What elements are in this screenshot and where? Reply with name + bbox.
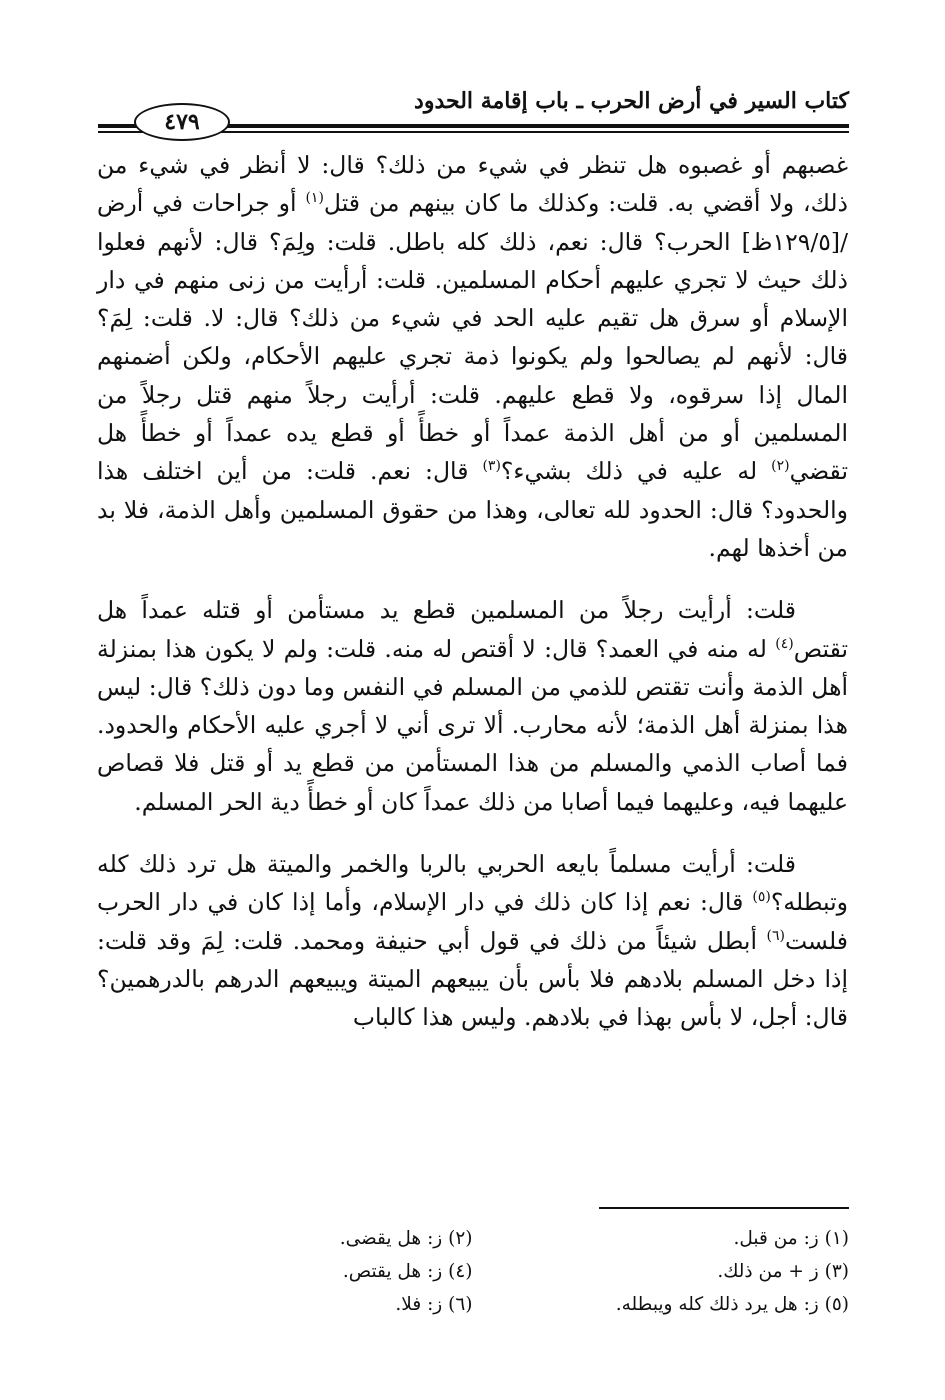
footnote-ref: (٥) [752, 889, 771, 906]
footnote-ref: (٣) [482, 458, 501, 475]
page-number-badge [134, 103, 230, 141]
footnote-ref: (٢) [771, 458, 790, 475]
footnote-ref: (١) [305, 190, 324, 207]
text-run: قلت: أرأيت مسلماً بايعه الحربي بالربا والخمر والميتة هل ترد ذلك كله وتبطله؟ [97, 850, 848, 917]
footnote-6: (٦) ز: فلا. [395, 1294, 473, 1315]
text-run: قال: نعم. قلت: من أين اختلف هذا والحدود؟ قال: الحدود لله تعالى، وهذا من حقوق المسلمين وأهل الذمة، فلا بد من أخذها لهم. [97, 457, 848, 562]
running-title: كتاب السير في أرض الحرب ـ باب إقامة الحدود [414, 88, 849, 114]
footnote-4: (٤) ز: هل يقتص. [342, 1261, 473, 1282]
text-run: قلت: أرأيت رجلاً من المسلمين قطع يد مستأمن أو قتله عمداً هل تقتص [97, 596, 848, 663]
page-number: ٤٧٩ [164, 109, 200, 135]
main-text [97, 146, 848, 1061]
text-run: قال: نعم إذا كان ذلك في دار الإسلام، وأما إذا كان في دار الحرب فلست [97, 888, 848, 955]
text-run: له عليه في ذلك بشيء؟ [500, 457, 772, 486]
footnote-2: (٢) ز: هل يقضى. [339, 1228, 473, 1249]
text-run: له منه في العمد؟ قال: لا أقتص له منه. قلت: ولم لا يكون هذا بمنزلة أهل الذمة وأنت تقتص للذمي من المسلم في النفس وما دون ذلك؟ قال: ليس هذا بمنزلة أهل الذمة؛ لأنه محارب. ألا ترى أني لا أجري عليه الأحكام والحدود. فما أصاب الذمي والمسلم من هذا المستأمن من قطع يد أو قتل فلا قصاص عليهما فيه، وعليهما فيما أصابا من ذلك عمداً كان أو خطأً دية الحر المسلم. [97, 634, 848, 816]
footnote-5: (٥) ز: هل يرد ذلك كله ويبطله. [615, 1294, 849, 1315]
paragraph-1 [97, 146, 848, 567]
paragraph-3 [97, 845, 848, 1036]
text-run: غصبهم أو غصبوه هل تنظر في شيء من ذلك؟ قال: لا أنظر في شيء من ذلك، ولا أقضي به. قلت: وكذلك ما كان بينهم من قتل [97, 151, 849, 218]
footnote-separator [599, 1207, 849, 1209]
footnote-1: (١) ز: من قبل. [733, 1228, 849, 1249]
paragraph-2 [97, 591, 848, 821]
footnote-3: (٣) ز + من ذلك. [717, 1261, 849, 1282]
footnotes [96, 1222, 849, 1321]
text-run: أو جراحات في أرض /[١٢٩/٥ظ] الحرب؟ قال: نعم، ذلك كله باطل. قلت: ولِمَ؟ قال: لأنهم فعلوا ذلك حيث لا تجري عليهم أحكام المسلمين. قلت: أرأيت من زنى منهم في دار الإسلام أو سرق هل تقيم عليه الحد في شيء من ذلك؟ قال: لا. قلت: لِمَ؟ قال: لأنهم لم يصالحوا ولم يكونوا ذمة تجري عليهم الأحكام، ولكن أضمنهم المال إذا سرقوه، ولا قطع عليهم. قلت: أرأيت رجلاً منهم قتل رجلاً من المسلمين أو من أهل الذمة عمداً أو خطأً أو قطع يده عمداً أو خطأً هل تقضي [97, 189, 848, 486]
text-run: أبطل شيئاً من ذلك في قول أبي حنيفة ومحمد. قلت: لِمَ وقد قلت: إذا دخل المسلم بلادهم فلا بأس بأن يبيعهم الميتة ويبيعهم الدرهم بالدرهمين؟ قال: أجل، لا بأس بهذا في بلادهم. وليس هذا كالباب [97, 926, 848, 1032]
footnote-ref: (٤) [775, 635, 794, 652]
footnote-ref: (٦) [766, 927, 785, 944]
